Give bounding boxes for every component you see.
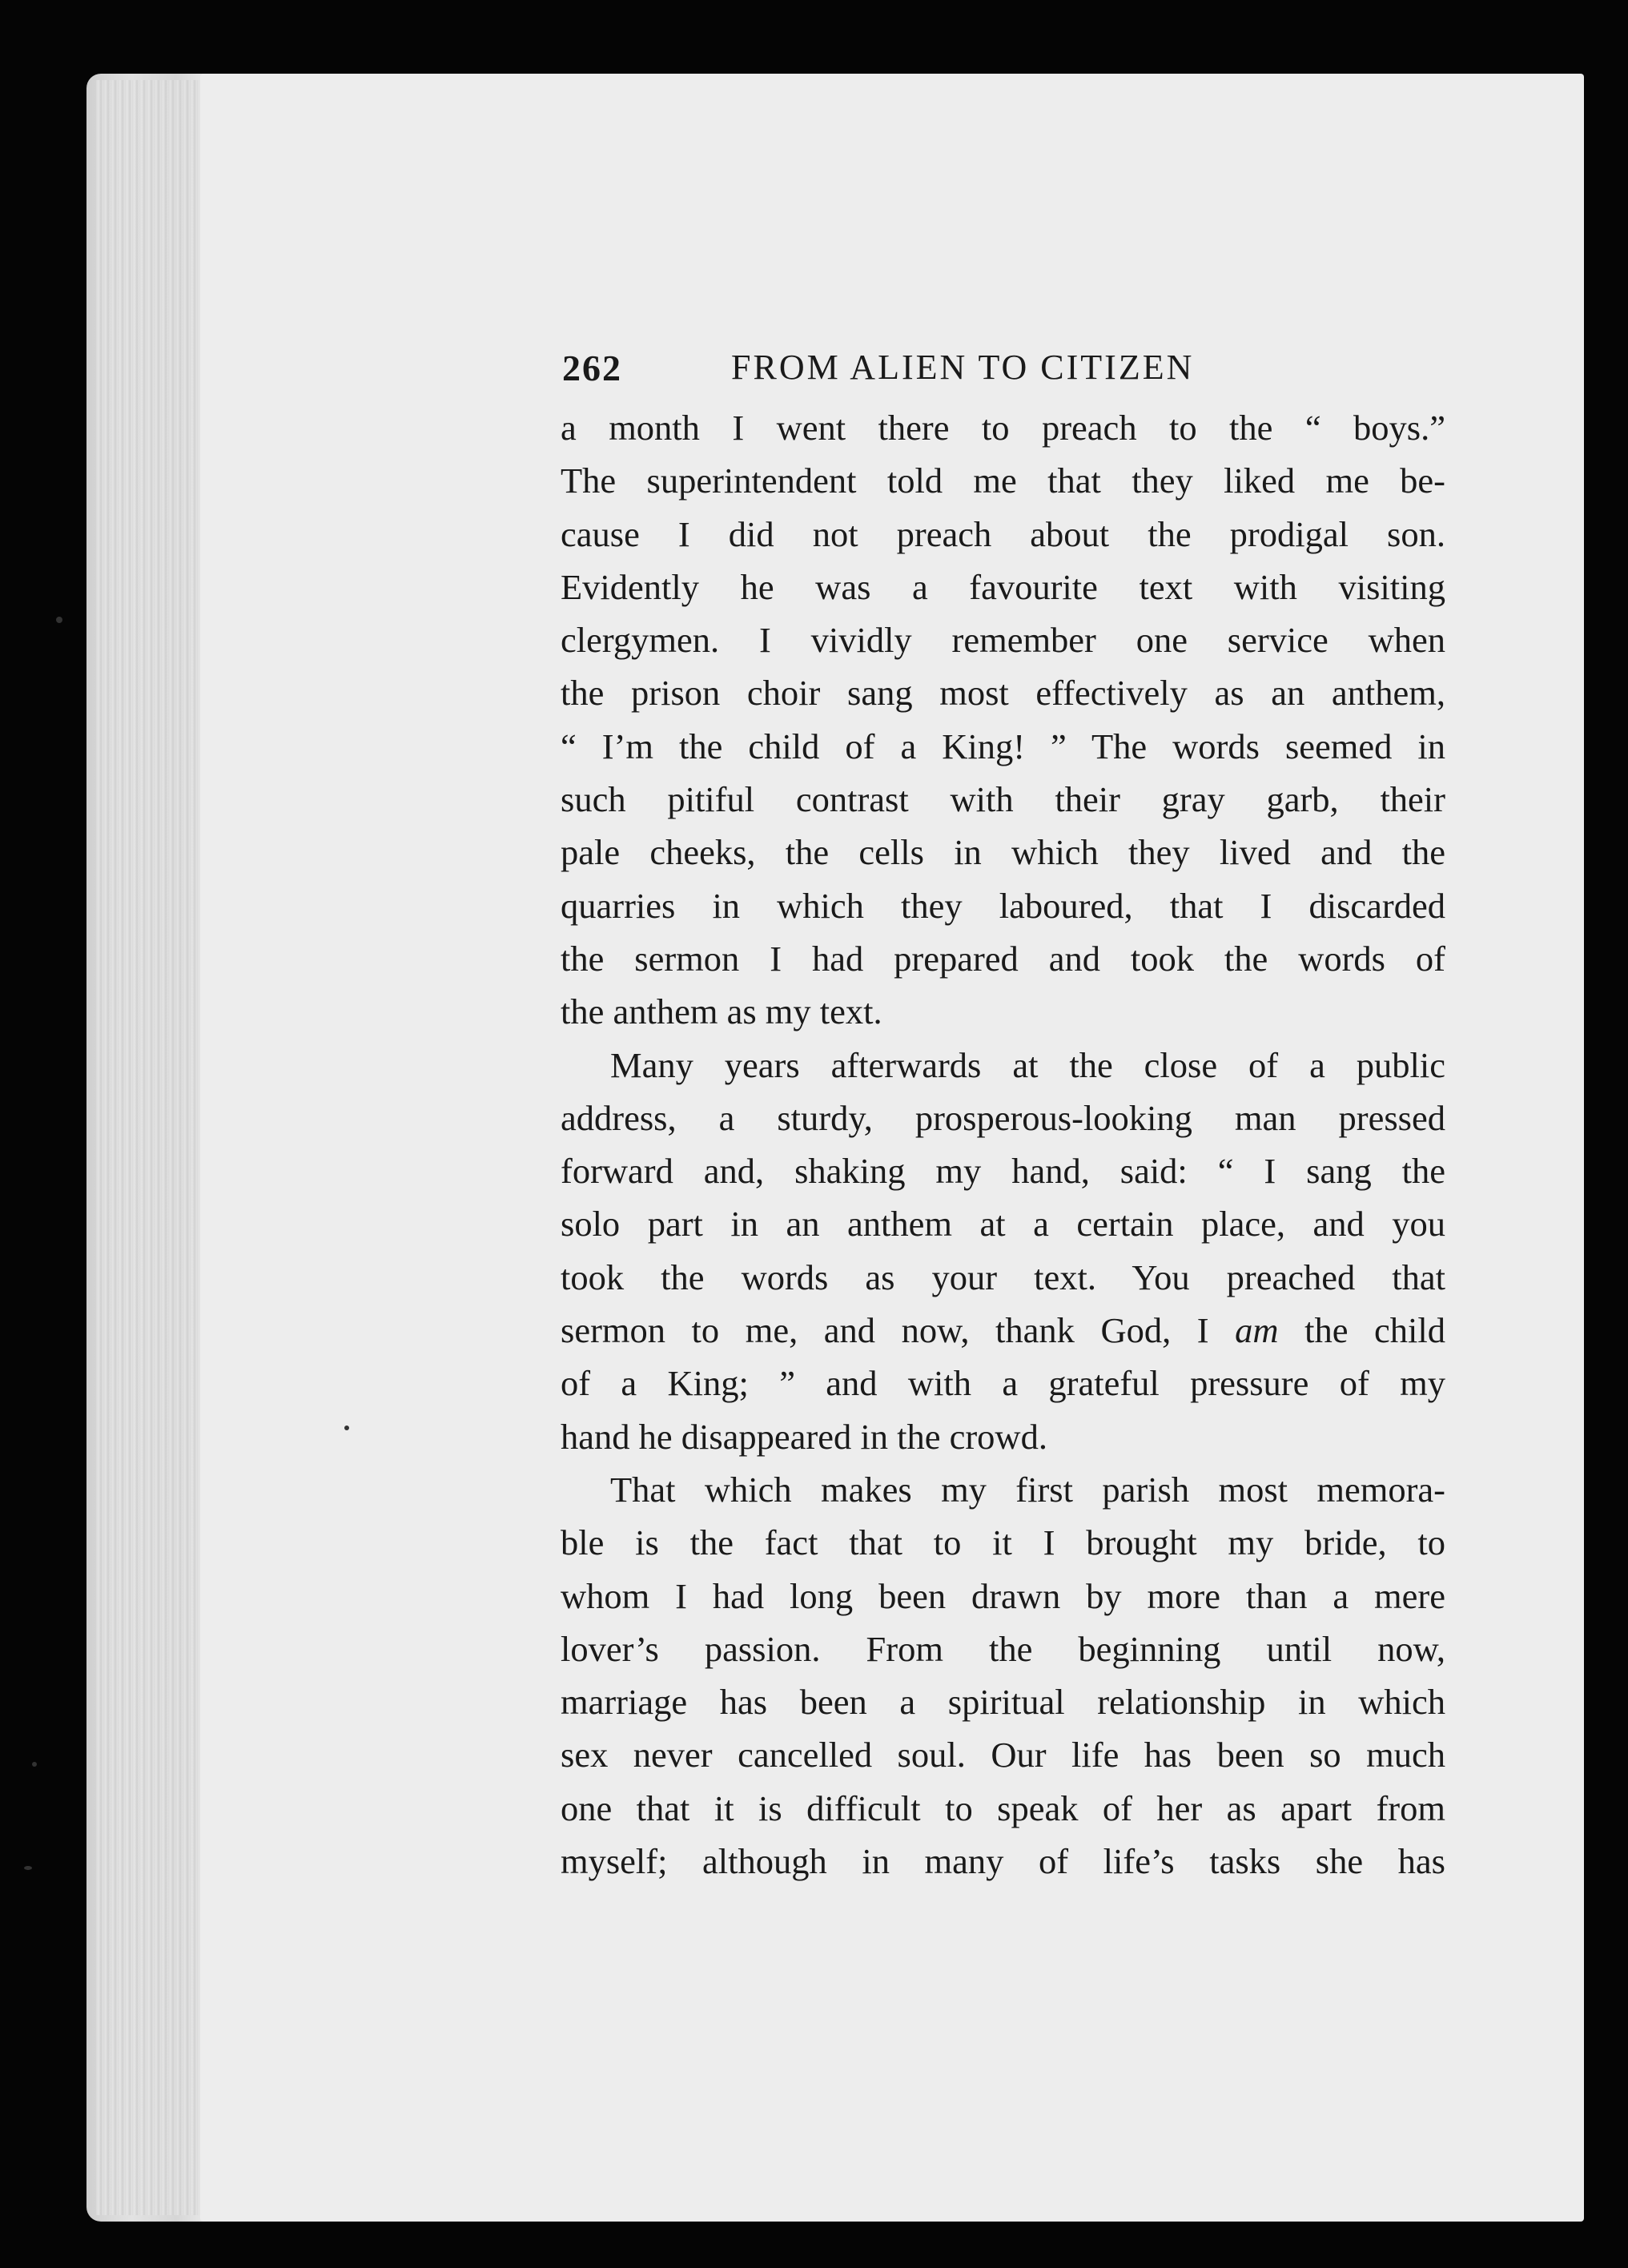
text-line: “ I’m the child of a King! ” The words seemed in bbox=[561, 726, 1445, 766]
scan-speck bbox=[32, 1762, 37, 1767]
text-line: clergymen. I vividly remember one service when bbox=[561, 620, 1445, 661]
scan-speck bbox=[344, 1426, 349, 1430]
text-line: lover’s passion. From the beginning until now, bbox=[561, 1628, 1445, 1669]
page-number: 262 bbox=[562, 348, 622, 388]
paragraph-1 bbox=[561, 401, 1445, 1039]
text-line: forward and, shaking my hand, said: “ I sang the bbox=[561, 1151, 1445, 1192]
text-line: address, a sturdy, prosperous-looking man pressed bbox=[561, 1097, 1445, 1138]
text-line: the sermon I had prepared and took the words of bbox=[561, 938, 1445, 979]
text-block bbox=[561, 340, 1445, 1888]
text-line: cause I did not preach about the prodigal son. bbox=[561, 513, 1445, 554]
text-line: of a King; ” and with a grateful pressure of my bbox=[561, 1363, 1445, 1404]
text-line: quarries in which they laboured, that I discarded bbox=[561, 885, 1445, 926]
paragraph-2 bbox=[561, 1039, 1445, 1463]
text-line: took the words as your text. You preached that bbox=[561, 1257, 1445, 1297]
scan-speck bbox=[24, 1866, 32, 1870]
running-head bbox=[561, 340, 1445, 401]
text-segment: the child bbox=[1304, 1310, 1445, 1351]
text-line-with-emphasis bbox=[561, 1304, 1445, 1357]
text-line: Many years afterwards at the close of a public bbox=[610, 1044, 1445, 1085]
text-line: a month I went there to preach to the “ boys.” bbox=[561, 408, 1445, 448]
text-line: The superintendent told me that they liked me be- bbox=[561, 460, 1445, 501]
scan-speck bbox=[56, 617, 62, 623]
emphasis-text: am bbox=[1235, 1310, 1279, 1351]
text-line: the prison choir sang most effectively as an anthem, bbox=[561, 673, 1445, 714]
text-line: That which makes my first parish most memora- bbox=[610, 1469, 1445, 1510]
body-text bbox=[561, 401, 1445, 1888]
page-edges bbox=[96, 80, 200, 2215]
text-line: sex never cancelled soul. Our life has been so much bbox=[561, 1735, 1445, 1775]
text-line: the anthem as my text. bbox=[561, 991, 882, 1032]
running-title: FROM ALIEN TO CITIZEN bbox=[731, 348, 1195, 387]
text-line: ble is the fact that to it I brought my bride, to bbox=[561, 1522, 1445, 1563]
text-line: solo part in an anthem at a certain place, and you bbox=[561, 1204, 1445, 1245]
text-line: one that it is difficult to speak of her as apart from bbox=[561, 1787, 1445, 1828]
text-line: Evidently he was a favourite text with visiting bbox=[561, 566, 1445, 607]
text-line: myself; although in many of life’s tasks she has bbox=[561, 1841, 1445, 1882]
paragraph-3 bbox=[561, 1463, 1445, 1888]
text-line: such pitiful contrast with their gray garb, their bbox=[561, 779, 1445, 820]
text-line: hand he disappeared in the crowd. bbox=[561, 1416, 1047, 1457]
text-line: marriage has been a spiritual relationship in which bbox=[561, 1682, 1445, 1723]
text-line: whom I had long been drawn by more than a mere bbox=[561, 1575, 1445, 1616]
text-line: pale cheeks, the cells in which they lived and the bbox=[561, 832, 1445, 873]
text-segment: sermon to me, and now, thank God, I bbox=[561, 1310, 1209, 1351]
